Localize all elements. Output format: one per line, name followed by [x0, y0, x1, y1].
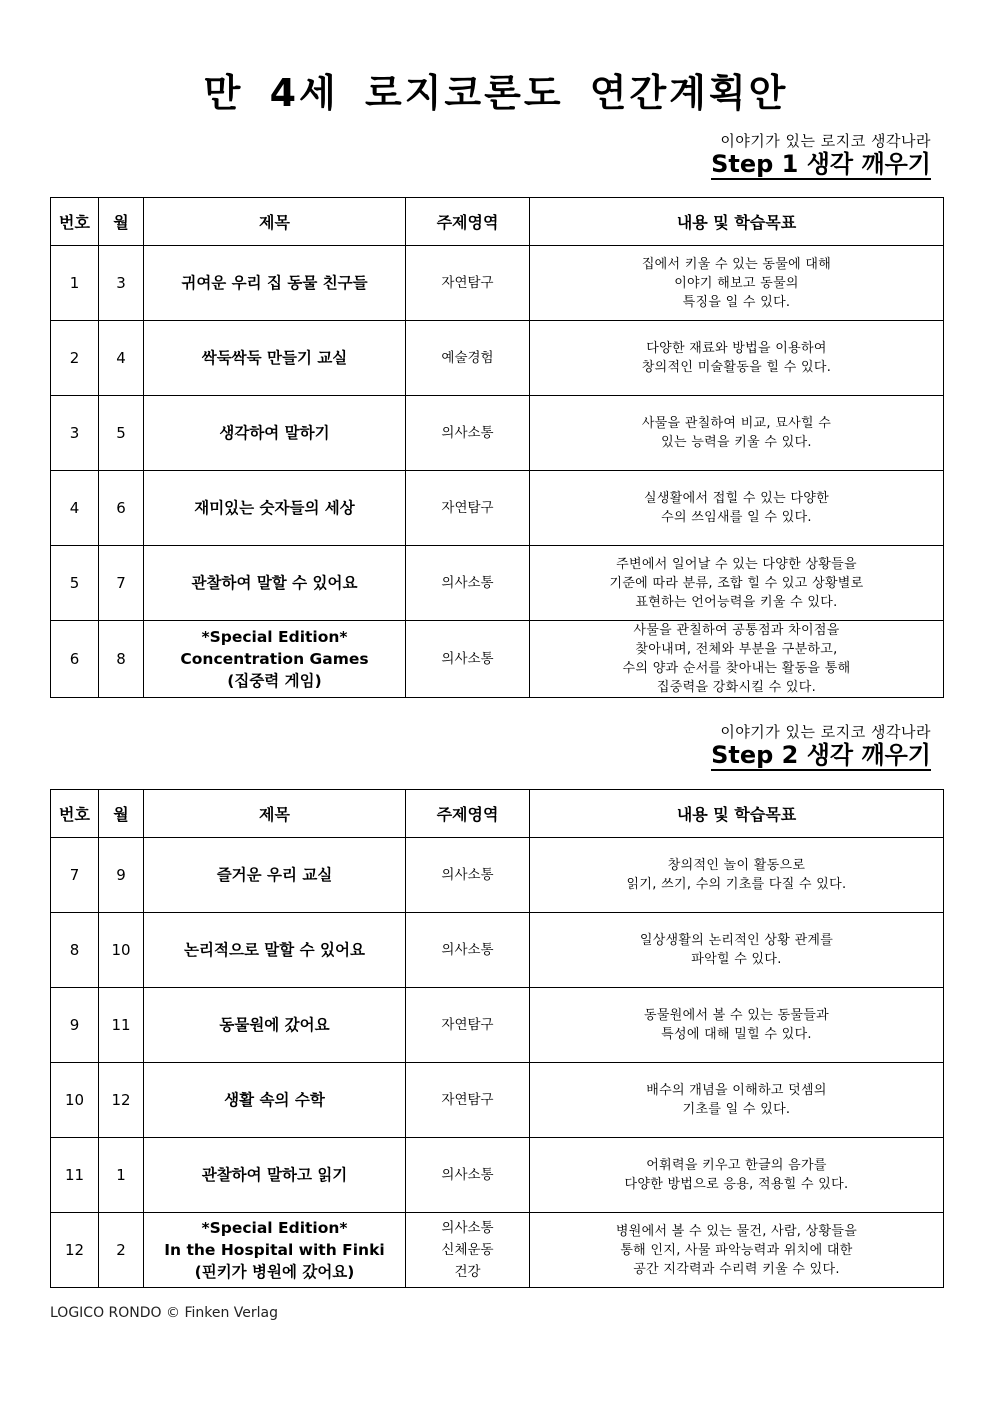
step1-subtitle: 이야기가 있는 로지코 생각나라 — [720, 132, 931, 150]
row-title-line: *Special Edition* — [201, 628, 348, 646]
row-goal-line: 실생활에서 접힐 수 있는 다양한 — [644, 491, 829, 506]
row-area-line: 자연탐구 — [441, 1092, 494, 1108]
row-goal-line: 이야기 해보고 동물의 — [674, 275, 799, 291]
col-header-no: 번호 — [51, 790, 99, 838]
row-number: 2 — [51, 321, 99, 396]
row-number: 12 — [51, 1213, 99, 1288]
col-header-area: 주제영역 — [406, 198, 530, 246]
row-area-line: 예술경험 — [441, 350, 494, 366]
step2-table-body — [51, 838, 944, 1288]
row-area-line: 자연탐구 — [441, 1017, 494, 1033]
row-month: 4 — [99, 321, 144, 396]
row-month: 3 — [99, 246, 144, 321]
row-area-line: 자연탐구 — [441, 275, 494, 291]
row-month: 6 — [99, 471, 144, 546]
row-area-line: 의사소통 — [441, 942, 494, 958]
row-goal — [530, 321, 944, 396]
row-goal — [530, 471, 944, 546]
row-title-line: 논리적으로 말할 수 있어요 — [184, 941, 365, 959]
row-goal-line: 다양한 방법으로 응용, 적용힐 수 있다. — [624, 1177, 849, 1192]
table-row — [51, 1138, 944, 1213]
row-title — [144, 621, 406, 698]
table-row — [51, 546, 944, 621]
row-goal-line: 병원에서 볼 수 있는 물건, 사람, 상황들을 — [615, 1223, 858, 1239]
row-goal-line: 읽기, 쓰기, 수의 기초를 다질 수 있다. — [626, 877, 847, 892]
row-goal-line: 집에서 키울 수 있는 동물에 대해 — [641, 256, 832, 272]
col-header-title: 제목 — [144, 790, 406, 838]
col-header-goal: 내용 및 학습목표 — [530, 790, 944, 838]
row-area — [406, 988, 530, 1063]
step1-table — [50, 197, 944, 698]
row-month: 9 — [99, 838, 144, 913]
row-area-line: 의사소통 — [441, 425, 494, 441]
row-month: 1 — [99, 1138, 144, 1213]
row-goal-line: 특징을 일 수 있다. — [682, 294, 791, 310]
table-row — [51, 838, 944, 913]
table-row — [51, 246, 944, 321]
row-title — [144, 1063, 406, 1138]
row-goal-line: 창의적인 놀이 활동으로 — [667, 858, 806, 873]
row-goal-line: 통해 인지, 사물 파악능력과 위치에 대한 — [620, 1242, 853, 1258]
row-title — [144, 546, 406, 621]
row-goal-line: 사물을 관칠하여 비교, 묘사힐 수 — [641, 416, 832, 431]
table-row — [51, 621, 944, 698]
row-area — [406, 1213, 530, 1288]
row-month: 8 — [99, 621, 144, 698]
row-title — [144, 1213, 406, 1288]
step2-subtitle: 이야기가 있는 로지코 생각나라 — [720, 723, 931, 741]
row-month: 7 — [99, 546, 144, 621]
table-row — [51, 1063, 944, 1138]
row-goal-line: 창의적인 미술활동을 힐 수 있다. — [641, 360, 832, 375]
row-title — [144, 1138, 406, 1213]
row-area — [406, 246, 530, 321]
row-goal-line: 찾아내며, 전체와 부분을 구분하고, — [635, 642, 838, 657]
col-header-month: 월 — [99, 198, 144, 246]
table-row — [51, 321, 944, 396]
row-number: 3 — [51, 396, 99, 471]
row-title-line: 관찰하여 말하고 읽기 — [201, 1166, 348, 1184]
row-number: 9 — [51, 988, 99, 1063]
row-goal-line: 수의 양과 순서를 찾아내는 활동을 통해 — [622, 661, 851, 676]
row-goal-line: 배수의 개념을 이해하고 덧셈의 — [646, 1083, 827, 1098]
row-number: 11 — [51, 1138, 99, 1213]
row-goal-line: 기준에 따라 분류, 조합 힐 수 있고 상황별로 — [609, 575, 864, 591]
row-title-line: In the Hospital with Finki — [164, 1241, 385, 1259]
row-goal-line: 있는 능력을 키울 수 있다. — [661, 435, 812, 450]
row-title — [144, 988, 406, 1063]
table-row — [51, 471, 944, 546]
col-header-area: 주제영역 — [406, 790, 530, 838]
col-header-title: 제목 — [144, 198, 406, 246]
row-title-line: (핀키가 병원에 갔어요) — [194, 1263, 355, 1281]
row-title-line: 귀여운 우리 집 동물 친구들 — [181, 274, 368, 292]
row-month: 12 — [99, 1063, 144, 1138]
row-goal — [530, 246, 944, 321]
step2-heading: Step 2 생각 깨우기 — [711, 741, 931, 769]
row-area — [406, 1063, 530, 1138]
row-goal-line: 공간 지각력과 수리력 키울 수 있다. — [633, 1261, 840, 1277]
row-title — [144, 321, 406, 396]
row-goal-line: 집중력을 강화시킬 수 있다. — [656, 680, 817, 695]
row-goal-line: 다양한 재료와 방법을 이용하여 — [646, 341, 827, 356]
row-goal-line: 표현하는 언어능력을 키울 수 있다. — [635, 594, 838, 610]
step2-table — [50, 789, 944, 1288]
row-area-line: 자연탐구 — [441, 500, 494, 516]
table-row — [51, 988, 944, 1063]
row-title-line: 즐거운 우리 교실 — [216, 866, 333, 884]
row-area-line: 신체운동 — [441, 1242, 494, 1258]
copyright-footer: LOGICO RONDO © Finken Verlag — [50, 1305, 279, 1321]
row-area-line: 의사소통 — [441, 867, 494, 883]
row-number: 6 — [51, 621, 99, 698]
page-title: 만 4세 로지코론도 연간계획안 — [203, 71, 789, 115]
row-title-line: 생각하여 말하기 — [219, 424, 330, 442]
row-goal — [530, 1063, 944, 1138]
table-header-row — [51, 198, 944, 246]
col-header-goal: 내용 및 학습목표 — [530, 198, 944, 246]
row-title-line: (집중력 게임) — [227, 672, 322, 690]
row-month: 11 — [99, 988, 144, 1063]
row-number: 8 — [51, 913, 99, 988]
row-goal-line: 어휘력을 키우고 한글의 음가를 — [646, 1158, 827, 1173]
row-goal — [530, 913, 944, 988]
row-title-line: *Special Edition* — [201, 1219, 348, 1237]
row-area — [406, 546, 530, 621]
table-header-row — [51, 790, 944, 838]
col-header-no: 번호 — [51, 198, 99, 246]
row-goal — [530, 1213, 944, 1288]
row-month: 2 — [99, 1213, 144, 1288]
row-area — [406, 1138, 530, 1213]
row-goal — [530, 621, 944, 698]
row-number: 10 — [51, 1063, 99, 1138]
row-goal — [530, 988, 944, 1063]
row-area — [406, 838, 530, 913]
row-title-line: 재미있는 숫자들의 세상 — [194, 499, 355, 517]
row-goal — [530, 838, 944, 913]
row-goal-line: 특성에 대해 밀힐 수 있다. — [661, 1027, 812, 1042]
row-area-line: 의사소통 — [441, 575, 494, 591]
table-row — [51, 1213, 944, 1288]
row-area — [406, 321, 530, 396]
row-title-line: 관찰하여 말할 수 있어요 — [191, 574, 358, 592]
row-month: 10 — [99, 913, 144, 988]
row-title — [144, 471, 406, 546]
col-header-month: 월 — [99, 790, 144, 838]
row-number: 4 — [51, 471, 99, 546]
row-title-line: 생활 속의 수학 — [224, 1091, 325, 1109]
row-title — [144, 246, 406, 321]
row-title — [144, 838, 406, 913]
row-goal-line: 파악힐 수 있다. — [691, 952, 782, 967]
step2-header — [711, 724, 931, 771]
step1-heading: Step 1 생각 깨우기 — [711, 150, 931, 178]
table-row — [51, 396, 944, 471]
row-goal-line: 일상생활의 논리적인 상황 관계를 — [639, 933, 834, 948]
row-area — [406, 913, 530, 988]
row-area — [406, 471, 530, 546]
row-goal — [530, 546, 944, 621]
row-title — [144, 913, 406, 988]
row-goal — [530, 1138, 944, 1213]
row-area-line: 의사소통 — [441, 651, 494, 667]
row-area-line: 의사소통 — [441, 1220, 494, 1236]
row-title-line: 싹둑싹둑 만들기 교실 — [201, 349, 348, 367]
row-area-line: 의사소통 — [441, 1167, 494, 1183]
row-goal-line: 수의 쓰임새를 일 수 있다. — [661, 510, 812, 525]
row-goal-line: 주변에서 일어날 수 있는 다양한 상황들을 — [616, 556, 857, 572]
row-month: 5 — [99, 396, 144, 471]
row-area — [406, 396, 530, 471]
row-number: 5 — [51, 546, 99, 621]
row-title — [144, 396, 406, 471]
row-title-line: Concentration Games — [180, 650, 369, 668]
row-goal-line: 동물원에서 볼 수 있는 동물들과 — [644, 1008, 829, 1023]
row-goal — [530, 396, 944, 471]
step1-header — [711, 133, 931, 180]
step1-table-body — [51, 246, 944, 698]
table-row — [51, 913, 944, 988]
row-number: 1 — [51, 246, 99, 321]
row-goal-line: 사물을 관칠하여 공통점과 차이점을 — [633, 623, 840, 638]
row-area-line: 건강 — [454, 1264, 481, 1280]
row-number: 7 — [51, 838, 99, 913]
row-goal-line: 기초를 일 수 있다. — [682, 1102, 791, 1117]
row-area — [406, 621, 530, 698]
row-title-line: 동물원에 갔어요 — [219, 1016, 330, 1034]
